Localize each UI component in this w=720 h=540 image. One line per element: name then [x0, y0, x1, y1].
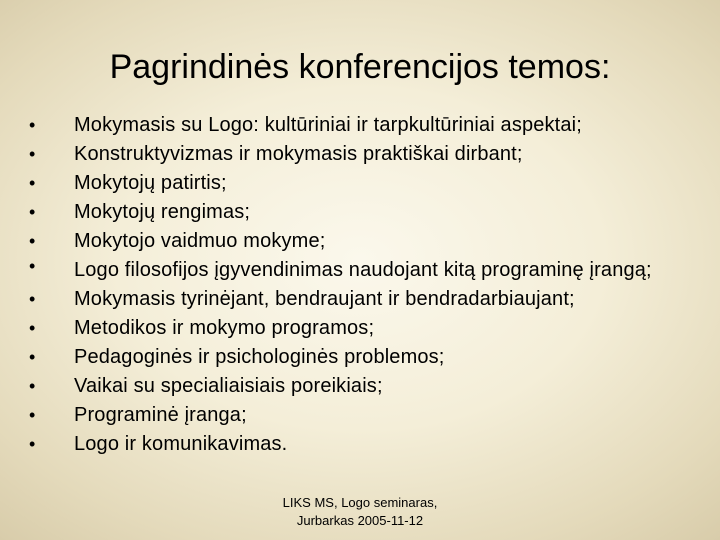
- list-item: [0, 343, 720, 372]
- list-item-text: Pedagoginės ir psichologinės problemos;: [74, 346, 445, 368]
- list-item-text: Logo filosofijos įgyvendinimas naudojant kitą programinę įrangą;: [74, 259, 652, 281]
- footer-line: LIKS MS, Logo seminaras,: [282, 495, 438, 510]
- bullet-icon: •: [29, 115, 36, 135]
- list-item-text: Programinė įranga;: [74, 404, 247, 426]
- list-item-text: Mokytojų patirtis;: [74, 172, 227, 194]
- bullet-icon: •: [29, 173, 36, 193]
- footer-line: Jurbarkas 2005-11-12: [296, 513, 424, 528]
- bullet-icon: •: [29, 347, 36, 367]
- bullet-icon: •: [29, 202, 36, 222]
- bullet-icon: •: [29, 231, 36, 251]
- list-item: [0, 430, 720, 459]
- list-item-text: Mokytojo vaidmuo mokyme;: [74, 230, 326, 252]
- bullet-icon: •: [29, 434, 36, 454]
- list-item: [0, 285, 720, 314]
- slide-title: Pagrindinės konferencijos temos:: [109, 48, 611, 86]
- list-item-text: Mokymasis tyrinėjant, bendraujant ir bendradarbiaujant;: [74, 288, 575, 310]
- slide-footer: [220, 494, 500, 530]
- list-item-text: Mokytojų rengimas;: [74, 201, 251, 223]
- list-item: [0, 227, 720, 256]
- topic-list: [0, 111, 720, 459]
- list-item-text: Mokymasis su Logo: kultūriniai ir tarpkultūriniai aspektai;: [74, 114, 582, 136]
- list-item-text: Konstruktyvizmas ir mokymasis praktiškai dirbant;: [74, 143, 523, 165]
- list-item: [0, 401, 720, 430]
- list-item-text: Vaikai su specialiaisiais poreikiais;: [74, 375, 383, 397]
- bullet-icon: •: [29, 405, 36, 425]
- list-item-text: Metodikos ir mokymo programos;: [74, 317, 375, 339]
- list-item: [0, 372, 720, 401]
- list-item: [0, 169, 720, 198]
- list-item: [0, 256, 720, 285]
- list-item: [0, 198, 720, 227]
- list-item: [0, 314, 720, 343]
- bullet-icon: •: [29, 318, 36, 338]
- bullet-icon: •: [29, 144, 36, 164]
- list-item-text: Logo ir komunikavimas.: [74, 433, 288, 455]
- bullet-icon: •: [29, 289, 36, 309]
- list-item: [0, 111, 720, 140]
- list-item: [0, 140, 720, 169]
- bullet-icon: •: [29, 256, 36, 276]
- bullet-icon: •: [29, 376, 36, 396]
